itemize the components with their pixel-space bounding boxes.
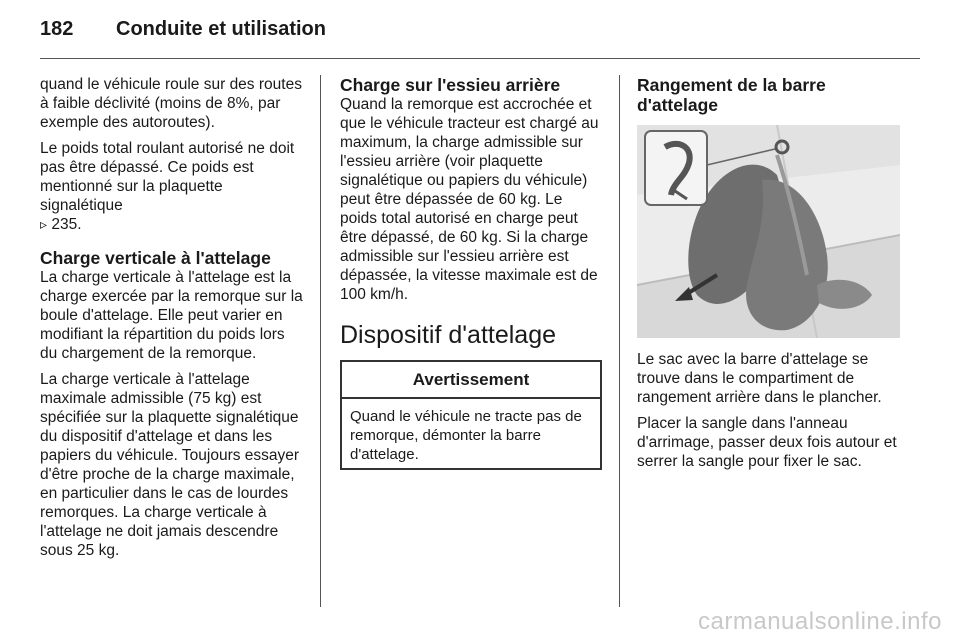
section-heading: Charge sur l'essieu arrière: [340, 75, 561, 95]
paragraph: Placer la sangle dans l'anneau d'arrimage, passer deux fois autour et serrer la sangle pour fixer le sac.: [637, 415, 897, 470]
section-heading: Rangement de la barre d'attelage: [637, 75, 826, 115]
section-heading: Charge verticale à l'attelage: [40, 248, 271, 268]
column-divider: [619, 75, 620, 607]
column-middle: [340, 75, 602, 470]
column-left: [40, 75, 305, 567]
header-rule: [40, 58, 920, 59]
page-number: 182: [40, 18, 74, 40]
paragraph: Le poids total roulant autorisé ne doit pas être dépassé. Ce poids est mentionné sur la plaquette signalétique ▹ 235.: [40, 140, 295, 233]
paragraph: Quand la remorque est accrochée et que le véhicule tracteur est chargé au maximum, la charge admissible sur l'essieu arrière (voir plaquette signalétique ou papiers du véhicule) peut être dépassée de 60 kg. Le poids total autorisé en charge peut être dépassé, de 60 kg. Si la charge admissible sur l'essieu arrière est dépassée, la vitesse maximale est de 100 km/h.: [340, 96, 599, 303]
paragraph: La charge verticale à l'attelage maximale admissible (75 kg) est spécifiée sur la plaquette signalétique du dispositif d'attelage et dans les papiers du véhicule. Toujours essayer d'être proche de la charge maximale, en particulier dans le cas de lourdes remorques. La charge verticale à l'attelage ne doit jamais descendre sous 25 kg.: [40, 371, 300, 559]
warning-title: Avertissement: [342, 362, 600, 399]
towbar-bag-illustration: [637, 125, 900, 338]
column-divider: [320, 75, 321, 607]
warning-text: Quand le véhicule ne tracte pas de remorque, démonter la barre d'attelage.: [350, 408, 582, 463]
paragraph: Le sac avec la barre d'attelage se trouve dans le compartiment de rangement arrière dans le plancher.: [637, 351, 882, 406]
paragraph: quand le véhicule roule sur des routes à faible déclivité (moins de 8%, par exemple des autoroutes).: [40, 76, 302, 131]
column-right: [637, 75, 900, 478]
page-reference-link[interactable]: 235.: [51, 216, 82, 233]
paragraph: La charge verticale à l'attelage est la charge exercée par la remorque sur la boule d'attelage. Elle peut varier en modifiant la répartition du poids lors du chargement de la remorque.: [40, 269, 303, 362]
arrow-reference-icon: ▹: [40, 216, 48, 232]
watermark: carmanualsonline.info: [698, 608, 942, 635]
page-title: Conduite et utilisation: [116, 18, 326, 40]
chapter-heading: Dispositif d'attelage: [340, 321, 557, 349]
warning-box: [340, 360, 602, 470]
